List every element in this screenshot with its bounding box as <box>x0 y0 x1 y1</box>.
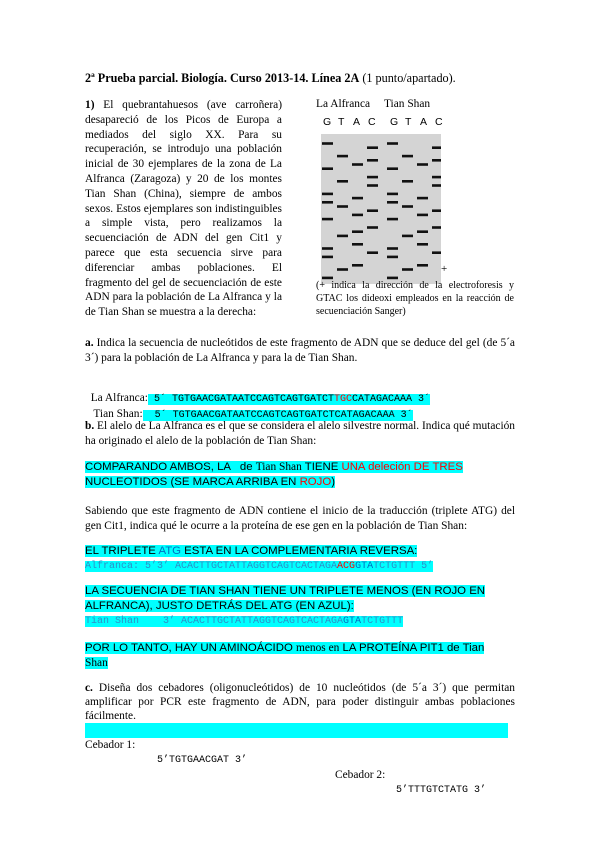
question-c-text: Diseña dos cebadores (oligonucleótidos) de 10 nucleótidos (de 5´a 3´) que permitan amplificar por PCR este fragmento de ADN, para poder distinguir ambas poblaciones fácilmente. <box>85 682 515 723</box>
gel-image <box>321 134 441 284</box>
gel-band-alfranca <box>367 251 378 254</box>
gel-band-alfranca <box>367 226 378 229</box>
primer-2-sequence: 5’TTTGTCTATG 3’ <box>396 785 487 796</box>
gel-band-alfranca <box>367 184 378 187</box>
lane-letter-t: T <box>405 116 412 128</box>
primer-1-label: Cebador 1: <box>85 739 136 751</box>
lane-letter-t: T <box>338 116 345 128</box>
question-c-intro: Sabiendo que este fragmento de ADN contiene el inicio de la traducción (triplete ATG) del gen Cit1, indica qué le ocurre a la proteína de ese gen en la población de Tian Shan: <box>85 505 515 532</box>
title-bold: 2ª Prueba parcial. Biología. Curso 2013-14. Línea 2A <box>85 71 360 85</box>
gel-figure <box>316 98 466 275</box>
gel-band-alfranca <box>352 214 363 217</box>
gel-band-alfranca <box>322 201 333 204</box>
tianshan-label: Tian Shan: <box>90 408 143 420</box>
question-b <box>85 419 515 448</box>
gel-band-alfranca <box>337 180 348 183</box>
question-c <box>85 681 515 724</box>
gel-band-alfranca <box>322 256 333 259</box>
primer-1-sequence: 5’TGTGAACGAT 3’ <box>157 755 248 766</box>
gel-band-tianshan <box>432 159 441 162</box>
lane-letter-a: A <box>353 116 361 128</box>
gel-band-alfranca <box>367 146 378 149</box>
gel-band-tianshan <box>417 214 428 217</box>
gel-band-alfranca <box>322 218 333 221</box>
gel-band-alfranca <box>367 176 378 179</box>
gel-band-tianshan <box>387 201 398 204</box>
lane-letter-g: G <box>323 116 332 128</box>
gel-band-tianshan <box>387 167 398 170</box>
gel-band-alfranca <box>322 167 333 170</box>
title-rest: (1 punto/apartado). <box>359 71 456 85</box>
page-title <box>85 71 456 86</box>
gel-band-tianshan <box>402 268 413 271</box>
gel-plus-sign: + <box>441 263 448 275</box>
gel-band-alfranca <box>352 197 363 200</box>
question-1-number: 1) <box>85 99 95 111</box>
gel-band-tianshan <box>387 247 398 250</box>
gel-label-alfranca: La Alfranca <box>316 98 371 110</box>
gel-band-tianshan <box>387 142 398 145</box>
gel-band-tianshan <box>432 146 441 149</box>
gel-band-alfranca <box>322 193 333 196</box>
answer-sequence: LA SECUENCIA DE TIAN SHAN TIENE UN TRIPLETE MENOS (EN ROJO EN ALFRANCA), JUSTO DETRÁS DEL ATG (EN AZUL): Tian Shan 3’ ACACTTGCTATTAGGTCAGTCACTAGAGTATCTGTTT <box>85 585 486 627</box>
answer-triplet: EL TRIPLETE ATG ESTA EN LA COMPLEMENTARIA REVERSA: Alfranca: 5’3’ ACACTTGCTATTAGGTCAGTCACTAGAACGGTATCTGTTT 5’ <box>85 545 434 572</box>
gel-band-tianshan <box>432 176 441 179</box>
gel-band-alfranca <box>322 142 333 145</box>
answer-protein: POR LO TANTO, HAY UN AMINOÁCIDO menos en LA PROTEÍNA PIT1 de Tian Shan <box>85 642 485 669</box>
gel-band-alfranca <box>337 268 348 271</box>
primer-2-label: Cebador 2: <box>335 769 386 781</box>
gel-band-alfranca <box>352 243 363 246</box>
alfranca-label: La Alfranca: <box>90 392 148 404</box>
question-1-text: El quebrantahuesos (ave carroñera) desapareció de los Picos de Europa a mediados del siglo XX. Para su recuperación, se introdujo una población inicial de 30 ejemplares de la zona de La Alfranca (Zaragoza) y 20 de los montes Tian Shan (China), siempre de ambos sexos. Estos ejemplares son indistinguibles a simple vista, pero realizamos la secuenciación de ADN del gen Cit1 y parece que esta secuencia sirve para diferenciar ambas poblaciones. El fragmento del gel de secuenciación de este ADN para la población de La Alfranca y la de Tian Shan se muestra a la derecha: <box>85 99 282 319</box>
gel-band-tianshan <box>417 197 428 200</box>
gel-band-tianshan <box>432 226 441 229</box>
question-c-label: c. <box>85 682 93 694</box>
gel-band-alfranca <box>337 235 348 238</box>
tianshan-sequence: 5´ TGTGAACGATAATCCAGTCAGTGATCTCATAGACAAA 3´ <box>142 410 413 421</box>
gel-label-tianshan: Tian Shan <box>384 98 431 110</box>
gel-band-tianshan <box>402 180 413 183</box>
alfranca-sequence: 5´ TGTGAACGATAATCCAGTCAGTGATCTTGCCATAGACAAA 3´ <box>147 394 431 405</box>
answer-primers <box>85 723 508 796</box>
gel-band-alfranca <box>367 209 378 212</box>
lane-letter-c: C <box>435 116 443 128</box>
gel-band-tianshan <box>402 235 413 238</box>
gel-band-tianshan <box>417 163 428 166</box>
gel-band-alfranca <box>352 264 363 267</box>
question-b-label: b. <box>85 420 95 432</box>
gel-lane-letters <box>316 114 466 130</box>
gel-band-tianshan <box>387 218 398 221</box>
lane-letter-a: A <box>420 116 428 128</box>
question-a <box>85 336 515 365</box>
question-a-label: a. <box>85 337 94 349</box>
gel-band-tianshan <box>387 256 398 259</box>
question-b-text: El alelo de La Alfranca es el que se considera el alelo silvestre normal. Indica qué mutación ha originado el alelo de la población de Tian Shan: <box>85 420 515 447</box>
gel-band-tianshan <box>417 230 428 233</box>
gel-band-alfranca <box>322 247 333 250</box>
gel-band-tianshan <box>432 184 441 187</box>
lane-letter-c: C <box>368 116 376 128</box>
gel-band-tianshan <box>387 193 398 196</box>
gel-band-tianshan <box>402 205 413 208</box>
gel-band-alfranca <box>337 205 348 208</box>
gel-band-tianshan <box>402 155 413 158</box>
answer-b: COMPARANDO AMBOS, LA de Tian Shan TIENE UNA deleción DE TRES NUCLEOTIDOS (SE MARCA ARRIBA EN ROJO) <box>85 461 463 488</box>
gel-band-tianshan <box>417 264 428 267</box>
gel-caption: (+ indica la dirección de la electroforesis y GTAC los dideoxi empleados en la reacción de secuenciación Sanger) <box>316 280 514 317</box>
question-a-text: Indica la secuencia de nucleótidos de este fragmento de ADN que se deduce del gel (de 5´a 3´) para la población de La Alfranca y para la de Tian Shan. <box>85 337 515 364</box>
question-1 <box>85 98 282 320</box>
gel-band-alfranca <box>352 163 363 166</box>
gel-band-tianshan <box>432 209 441 212</box>
gel-band-alfranca <box>337 155 348 158</box>
gel-band-alfranca <box>352 230 363 233</box>
lane-letter-g: G <box>390 116 399 128</box>
gel-band-tianshan <box>432 251 441 254</box>
gel-band-alfranca <box>367 159 378 162</box>
gel-band-tianshan <box>417 243 428 246</box>
